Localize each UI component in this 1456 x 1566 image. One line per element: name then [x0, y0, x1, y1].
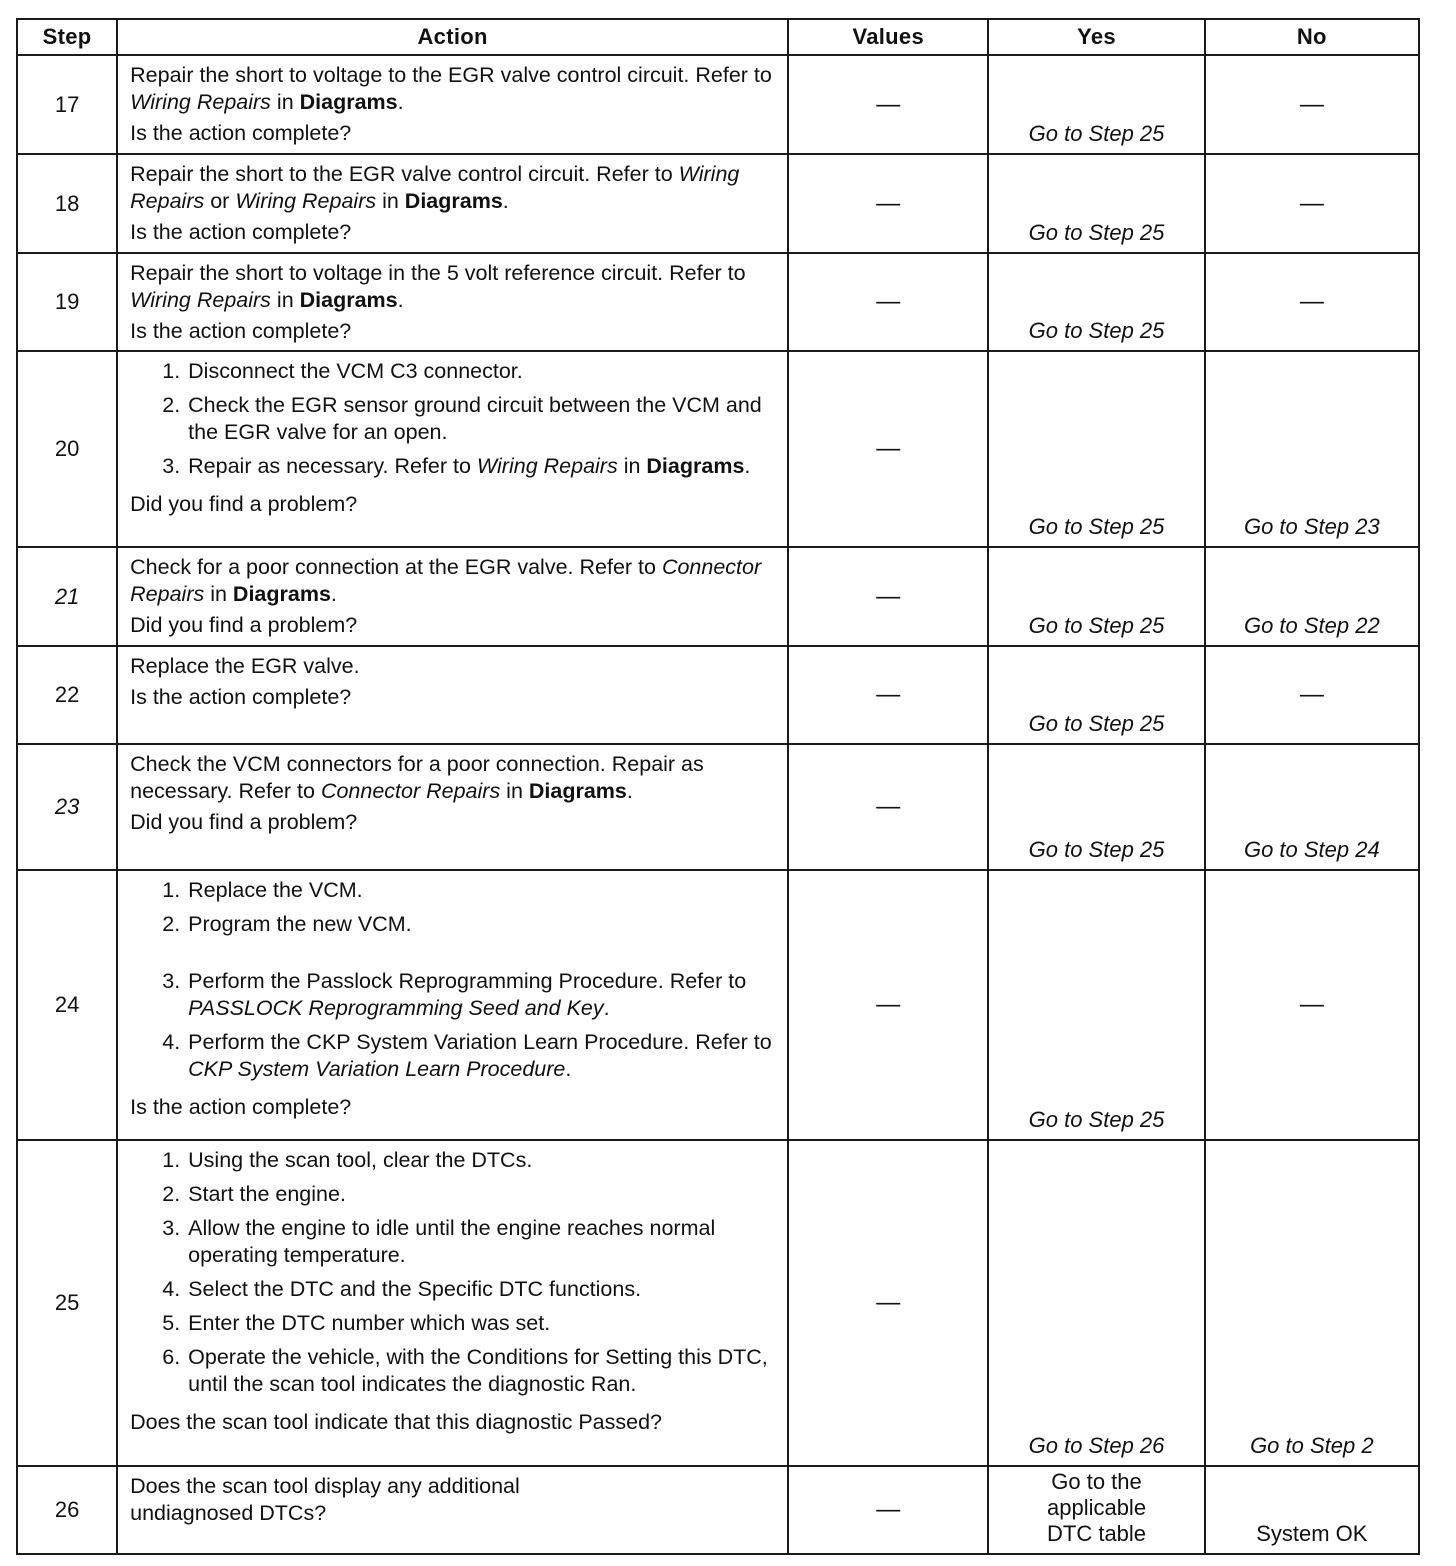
reference-link: CKP System Variation Learn Procedure [188, 1057, 566, 1081]
header-step: Step [17, 19, 117, 55]
yes-cell: Go to Step 25 [988, 55, 1204, 154]
header-no: No [1205, 19, 1419, 55]
values-cell: — [788, 744, 988, 870]
action-question: Is the action complete? [130, 685, 352, 709]
action-question: Did you find a problem? [130, 613, 358, 637]
yes-cell: Go to Step 25 [988, 351, 1204, 547]
list-item: 3. Repair as necessary. Refer to Wiring Repairs in Diagrams. [186, 453, 777, 480]
yes-cell: Go to Step 25 [988, 870, 1204, 1140]
action-steps [130, 877, 777, 1090]
yes-cell: Go to Step 25 [988, 547, 1204, 646]
action-question: Is the action complete? [130, 1095, 352, 1119]
no-cell: Go to Step 22 [1205, 547, 1419, 646]
step-number: 24 [17, 870, 117, 1140]
action-cell [117, 646, 788, 744]
no-cell: Go to Step 23 [1205, 351, 1419, 547]
action-text: Repair the short to voltage in the 5 volt reference circuit. Refer to Wiring Repairs in Diagrams. [130, 261, 746, 312]
action-cell [117, 55, 788, 154]
no-cell: — [1205, 253, 1419, 351]
list-item: 6. Operate the vehicle, with the Conditions for Setting this DTC, until the scan tool indicates the diagnostic Ran. [186, 1344, 777, 1398]
header-values: Values [788, 19, 988, 55]
action-text: Repair the short to voltage to the EGR valve control circuit. Refer to Wiring Repairs in Diagrams. [130, 63, 772, 114]
table-row [17, 870, 1419, 1140]
action-question: Does the scan tool indicate that this diagnostic Passed? [130, 1410, 662, 1434]
action-steps [130, 1147, 777, 1405]
yes-cell: Go to Step 25 [988, 646, 1204, 744]
step-number: 23 [17, 744, 117, 870]
no-cell: Go to Step 2 [1205, 1140, 1419, 1466]
reference-link: Wiring Repairs [130, 90, 271, 114]
reference-link: Connector Repairs [130, 555, 762, 606]
diagnostic-table [16, 18, 1420, 1555]
values-cell: — [788, 351, 988, 547]
action-cell [117, 1466, 788, 1554]
list-item: 1. Disconnect the VCM C3 connector. [186, 358, 777, 385]
action-text: Replace the EGR valve. [130, 654, 360, 678]
action-question: Did you find a problem? [130, 810, 358, 834]
action-question: Does the scan tool display any additional undiagnosed DTCs? [130, 1474, 520, 1525]
yes-cell: Go to Step 26 [988, 1140, 1204, 1466]
action-steps [130, 358, 777, 487]
action-cell [117, 1140, 788, 1466]
table-row [17, 351, 1419, 547]
no-cell: Go to Step 24 [1205, 744, 1419, 870]
action-text: Check the VCM connectors for a poor connection. Repair as necessary. Refer to Connector Repairs in Diagrams. [130, 752, 704, 803]
yes-cell: Go to Step 25 [988, 154, 1204, 253]
action-cell [117, 547, 788, 646]
list-item: 3. Perform the Passlock Reprogramming Procedure. Refer to PASSLOCK Reprogramming Seed and Key. [186, 968, 777, 1022]
values-cell: — [788, 870, 988, 1140]
reference-link: PASSLOCK Reprogramming Seed and Key [188, 996, 604, 1020]
step-number: 18 [17, 154, 117, 253]
yes-cell: Go to the applicable DTC table [988, 1466, 1204, 1554]
table-row [17, 547, 1419, 646]
action-cell [117, 351, 788, 547]
no-cell: — [1205, 646, 1419, 744]
list-item: 1. Replace the VCM. [186, 877, 777, 904]
values-cell: — [788, 1140, 988, 1466]
action-question: Is the action complete? [130, 121, 352, 145]
action-cell [117, 870, 788, 1140]
action-cell [117, 154, 788, 253]
action-text: Repair the short to the EGR valve control circuit. Refer to Wiring Repairs or Wiring Repairs in Diagrams. [130, 162, 740, 213]
no-cell: — [1205, 55, 1419, 154]
reference-link: Connector Repairs [320, 779, 501, 803]
table-row [17, 646, 1419, 744]
action-question: Is the action complete? [130, 319, 352, 343]
header-action: Action [117, 19, 788, 55]
values-cell: — [788, 1466, 988, 1554]
action-cell [117, 744, 788, 870]
step-number: 25 [17, 1140, 117, 1466]
list-item: 4. Select the DTC and the Specific DTC functions. [186, 1276, 777, 1303]
table-row [17, 1466, 1419, 1554]
step-number: 20 [17, 351, 117, 547]
list-item: 3. Allow the engine to idle until the engine reaches normal operating temperature. [186, 1215, 777, 1269]
action-cell [117, 253, 788, 351]
header-row [17, 19, 1419, 55]
table-row [17, 154, 1419, 253]
values-cell: — [788, 646, 988, 744]
step-number: 26 [17, 1466, 117, 1554]
values-cell: — [788, 55, 988, 154]
no-cell: — [1205, 870, 1419, 1140]
list-item: 2. Check the EGR sensor ground circuit between the VCM and the EGR valve for an open. [186, 392, 777, 446]
list-item: 5. Enter the DTC number which was set. [186, 1310, 777, 1337]
values-cell: — [788, 154, 988, 253]
values-cell: — [788, 547, 988, 646]
step-number: 21 [17, 547, 117, 646]
reference-link: Wiring Repairs [130, 288, 271, 312]
list-item: 2. Program the new VCM. [186, 911, 777, 938]
yes-cell: Go to Step 25 [988, 253, 1204, 351]
no-cell: — [1205, 154, 1419, 253]
step-number: 17 [17, 55, 117, 154]
action-question: Is the action complete? [130, 220, 352, 244]
list-item: 4. Perform the CKP System Variation Learn Procedure. Refer to CKP System Variation Learn Procedure. [186, 1029, 777, 1083]
table-row [17, 1140, 1419, 1466]
reference-link: Wiring Repairs [476, 454, 618, 478]
step-number: 22 [17, 646, 117, 744]
table-row [17, 55, 1419, 154]
reference-link: Wiring Repairs [130, 162, 740, 213]
list-item: 2. Start the engine. [186, 1181, 777, 1208]
table-row [17, 253, 1419, 351]
table-row [17, 744, 1419, 870]
reference-link: Wiring Repairs [235, 189, 377, 213]
yes-cell: Go to Step 25 [988, 744, 1204, 870]
step-number: 19 [17, 253, 117, 351]
no-cell: System OK [1205, 1466, 1419, 1554]
action-text: Check for a poor connection at the EGR valve. Refer to Connector Repairs in Diagrams. [130, 555, 762, 606]
action-question: Did you find a problem? [130, 492, 358, 516]
header-yes: Yes [988, 19, 1204, 55]
list-item: 1. Using the scan tool, clear the DTCs. [186, 1147, 777, 1174]
values-cell: — [788, 253, 988, 351]
